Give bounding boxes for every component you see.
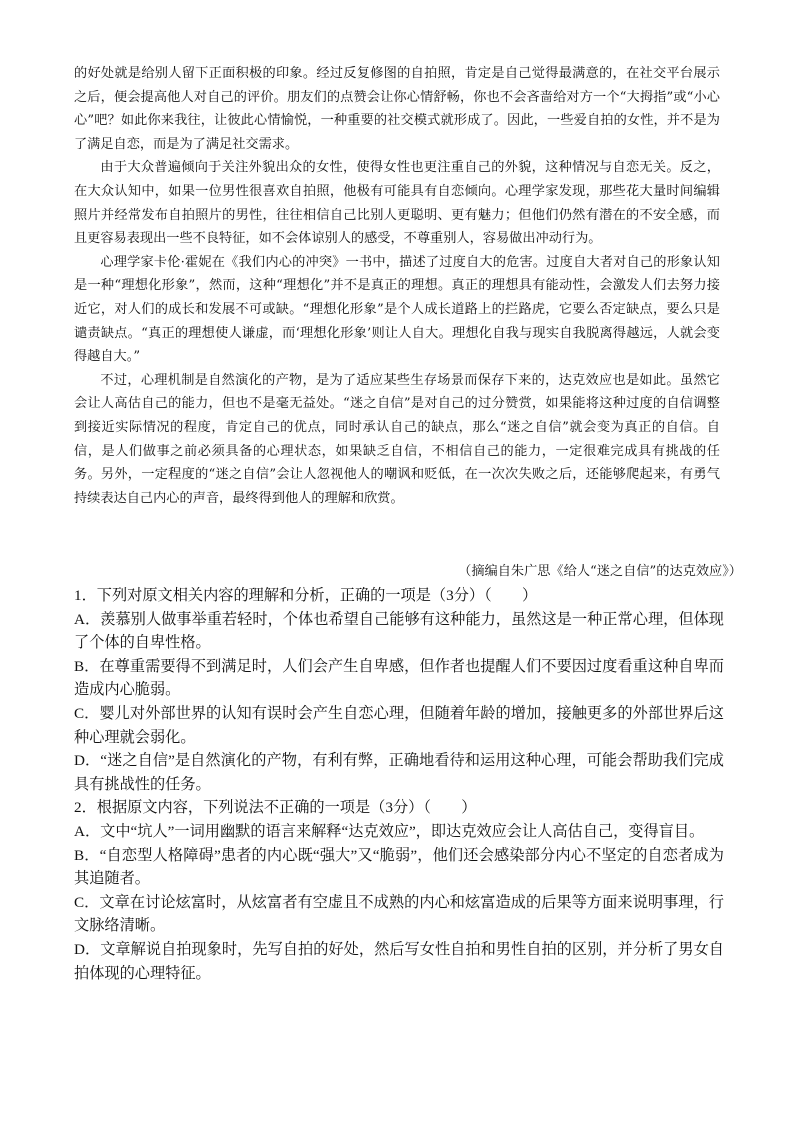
option-d: D．“迷之自信”是自然演化的产物，有利有弊，正确地看待和运用这种心理，可能会帮助我们完成具有挑战性的任务。 bbox=[74, 752, 724, 793]
option-d: D．文章解说自拍现象时，先写自拍的好处，然后写女性自拍和男性自拍的区别，并分析了男女自拍体现的心理特征。 bbox=[74, 940, 724, 982]
question-1 bbox=[74, 584, 724, 796]
option-b: B．“自恋型人格障碍”患者的内心既“强大”又“脆弱”，他们还会感染部分内心不坚定的自恋者成为其追随者。 bbox=[74, 846, 724, 888]
question-list bbox=[74, 584, 724, 985]
option-a: A．羡慕别人做事举重若轻时，个体也希望自己能够有这种能力，虽然这是一种正常心理，但体现了个体的自卑性格。 bbox=[74, 610, 724, 652]
question-2 bbox=[74, 796, 724, 985]
option-a: A．文中“坑人”一词用幽默的语言来解释“达克效应”，即达克效应会让人高估自己，变得盲目。 bbox=[74, 822, 705, 840]
option-b: B．在尊重需要得不到满足时，人们会产生自卑感，但作者也提醒人们不要因过度看重这种自卑而造成内心脆弱。 bbox=[74, 657, 724, 699]
reading-passage bbox=[74, 62, 720, 510]
passage-paragraph-3: 心理学家卡伦·霍妮在《我们内心的冲突》一书中，描述了过度自大的危害。过度自大者对自己的形象认知是一种“理想化形象”，然而，这种“理想化”并不是真正的理想。真正的理想具有能动性，会激发人们去努力接近它，对人们的成长和发展不可或缺。“理想化形象”是个人成长道路上的拦路虎，它要么否定缺点，要么只是谴责缺点。“真正的理想使人谦虚，而‘理想化形象’则让人自大。理想化自我与现实自我脱离得越远，人就会变得越自大。” bbox=[74, 254, 720, 365]
option-c: C．文章在讨论炫富时，从炫富者有空虚且不成熟的内心和炫富造成的后果等方面来说明事理，行文脉络清晰。 bbox=[74, 893, 724, 935]
passage-paragraph-4: 不过，心理机制是自然演化的产物，是为了适应某些生存场景而保存下来的，达克效应也是如此。虽然它会让人高估自己的能力，但也不是毫无益处。“迷之自信”是对自己的过分赞赏，如果能将这种过度的自信调整到接近实际情况的程度，肯定自己的优点，同时承认自己的缺点，那么“迷之自信”就会变为真正的自信。自信，是人们做事之前必须具备的心理状态，如果缺乏自信，不相信自己的能力，一定很难完成具有挑战的任务。另外，一定程度的“迷之自信”会让人忽视他人的嘲讽和贬低，在一次次失败之后，还能够爬起来，有勇气持续表达自己内心的声音，最终得到他人的理解和欣赏。 bbox=[74, 372, 720, 506]
passage-paragraph-1: 的好处就是给别人留下正面积极的印象。经过反复修图的自拍照，肯定是自己觉得最满意的，在社交平台展示之后，便会提高他人对自己的评价。朋友们的点赞会让你心情舒畅，你也不会吝啬给对方一个“大拇指”或“小心心”吧？如此你来我往，让彼此心情愉悦，一种重要的社交模式就形成了。因此，一些爱自拍的女性，并不是为了满足自恋，而是为了满足社交需求。 bbox=[74, 66, 720, 152]
passage-paragraph-2: 由于大众普遍倾向于关注外貌出众的女性，使得女性也更注重自己的外貌，这种情况与自恋无关。反之，在大众认知中，如果一位男性很喜欢自拍照，他极有可能具有自恋倾向。心理学家发现，那些花大量时间编辑照片并经常发布自拍照片的男性，往往相信自己比别人更聪明、更有魅力；但他们仍然有潜在的不安全感，而且更容易表现出一些不良特征，如不会体谅别人的感受，不尊重别人，容易做出冲动行为。 bbox=[74, 160, 720, 247]
question-stem: 2．根据原文内容，下列说法不正确的一项是（3分）（ ） bbox=[74, 799, 477, 817]
passage-source-citation: （摘编自朱广思《给人“迷之自信”的达克效应》） bbox=[458, 564, 742, 579]
question-stem: 1．下列对原文相关内容的理解和分析，正确的一项是（3分）（ ） bbox=[74, 587, 538, 604]
option-c: C．婴儿对外部世界的认知有误时会产生自恋心理，但随着年龄的增加，接触更多的外部世界后这种心理就会弱化。 bbox=[74, 704, 724, 746]
